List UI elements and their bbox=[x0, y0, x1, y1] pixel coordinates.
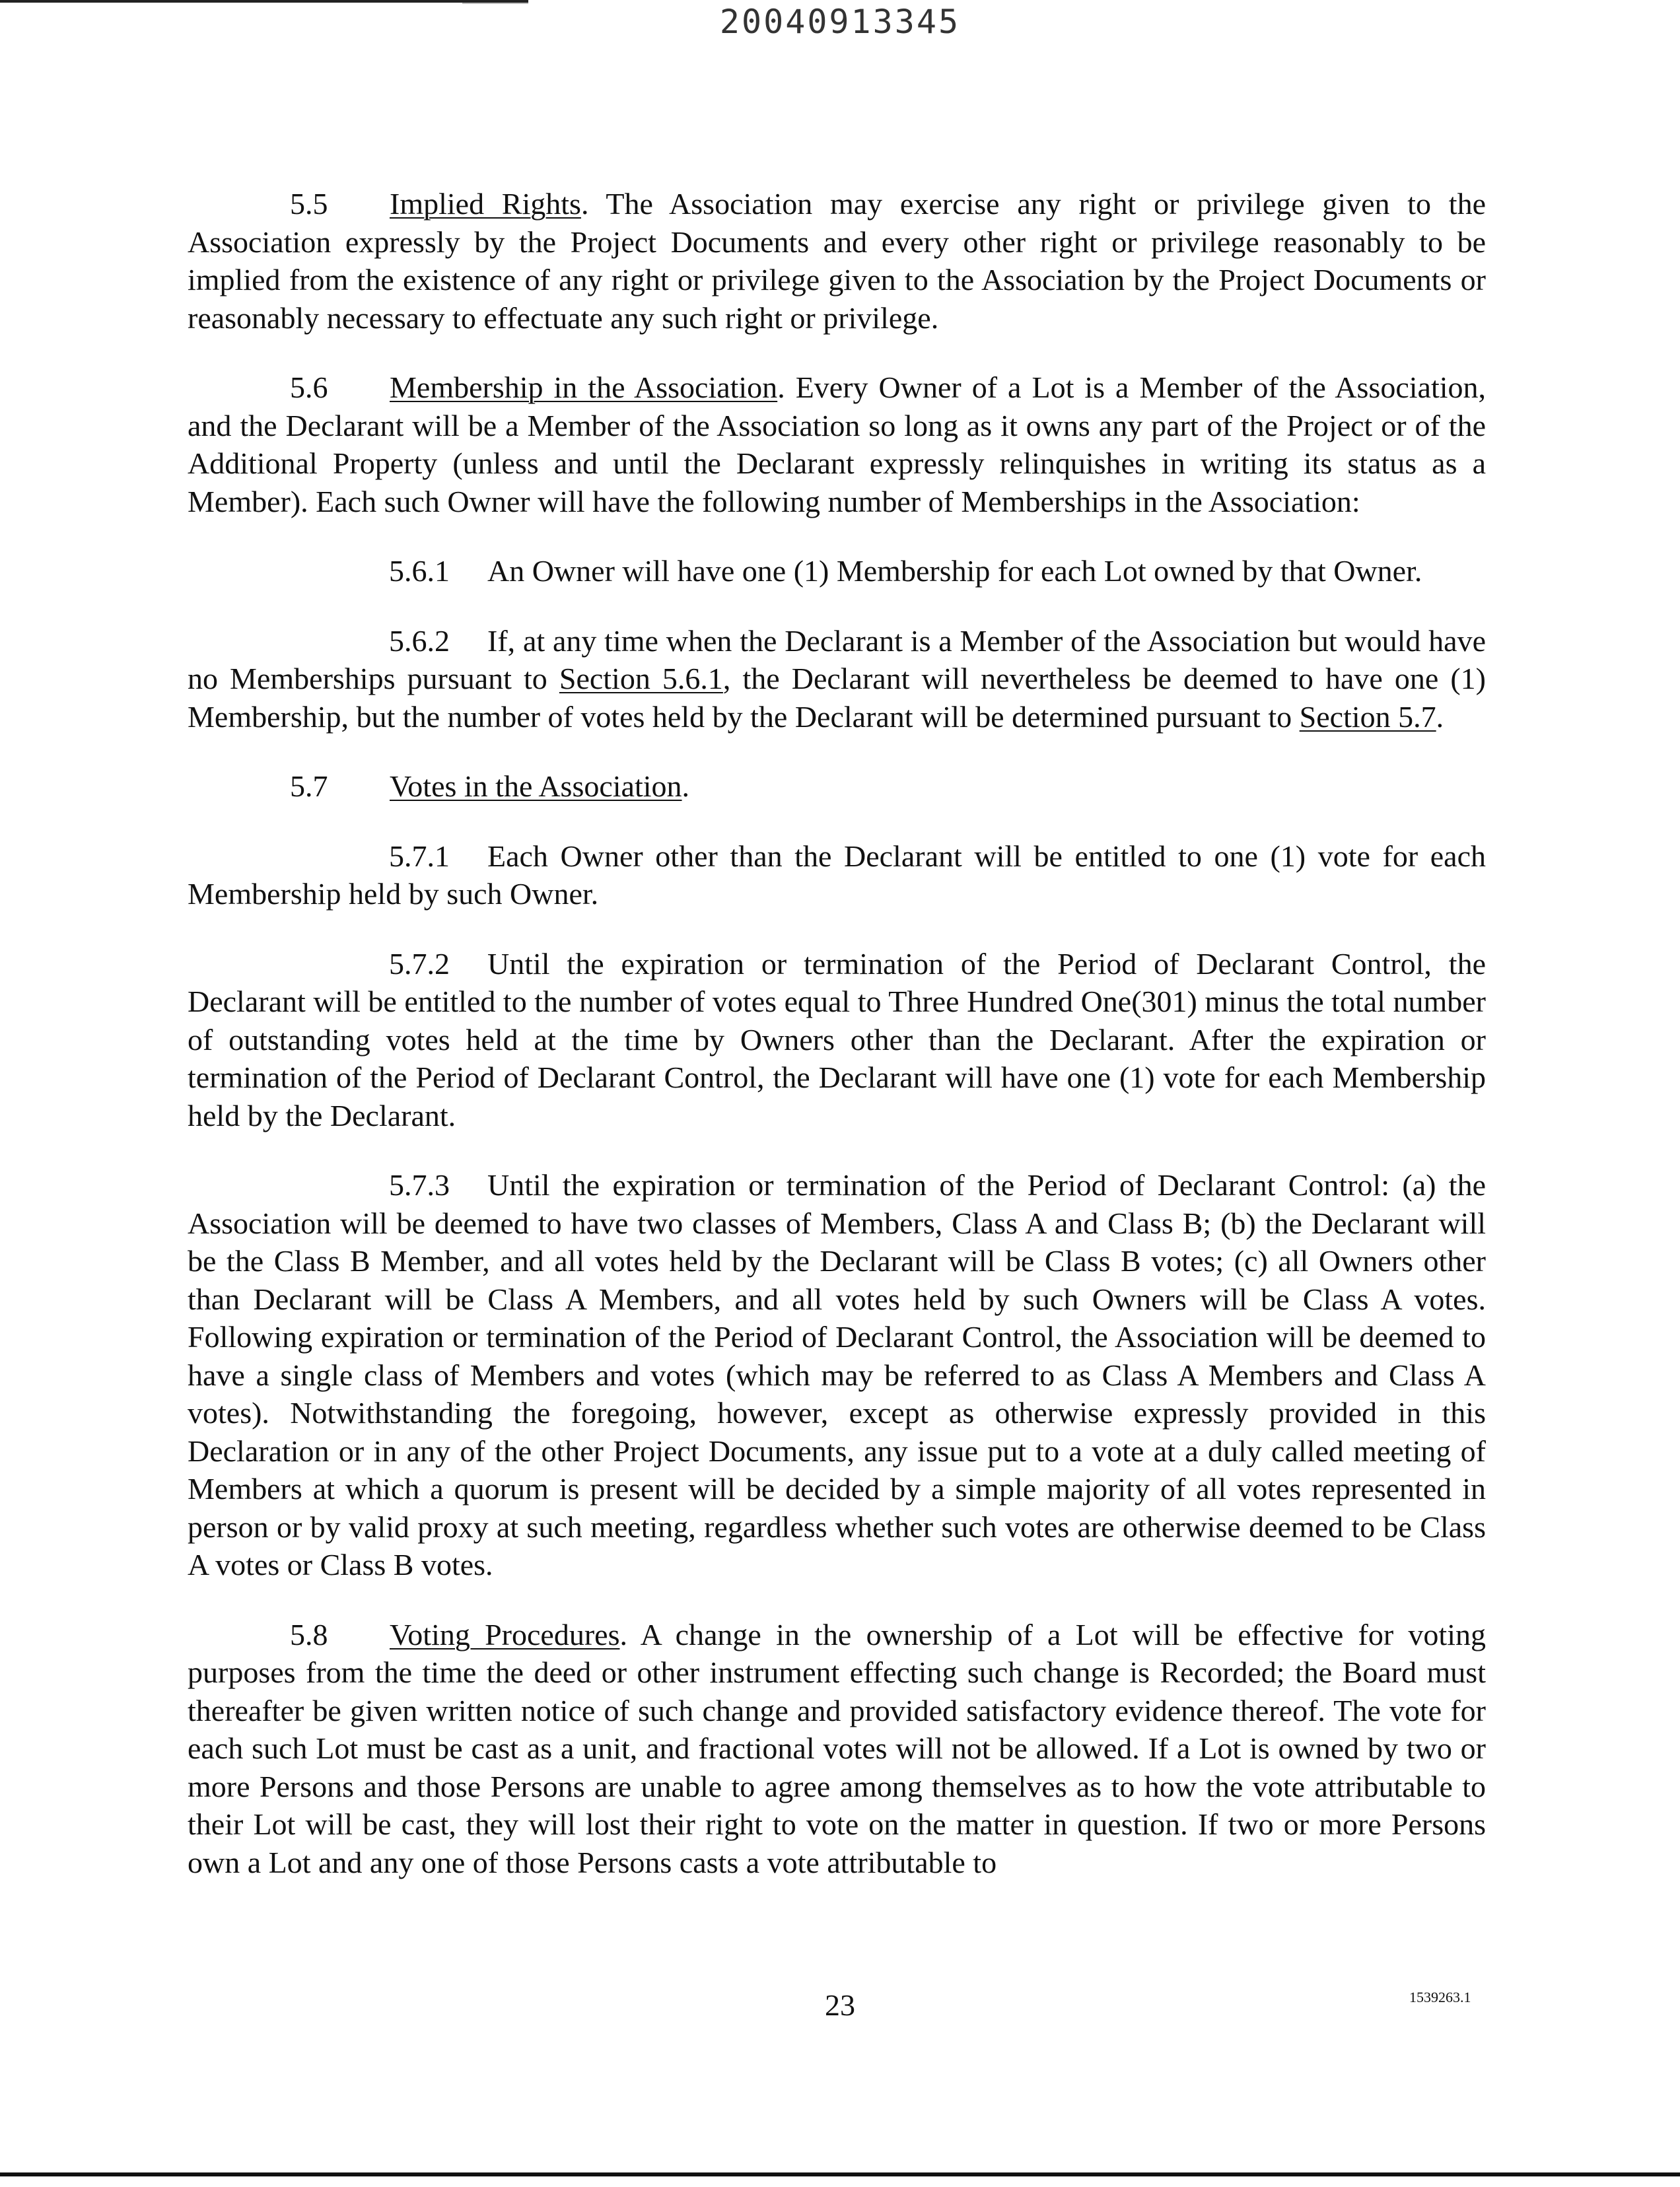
section-number: 5.6 bbox=[290, 370, 328, 404]
section-5-8 bbox=[188, 1616, 1486, 1882]
section-5-6-1 bbox=[188, 552, 1486, 590]
section-5-5 bbox=[188, 185, 1486, 337]
section-title: Membership in the Association bbox=[390, 370, 778, 404]
subsection-text: Each Owner other than the Declarant will be entitled to one (1) vote for each Membership held by such Owner. bbox=[188, 839, 1486, 911]
section-5-7-1 bbox=[188, 837, 1486, 913]
page-number: 23 bbox=[825, 1988, 855, 2022]
section-number: 5.8 bbox=[290, 1617, 328, 1651]
section-reference-link: Section 5.7 bbox=[1299, 699, 1436, 734]
section-5-7 bbox=[188, 767, 1486, 806]
section-5-7-3 bbox=[188, 1166, 1486, 1584]
subsection-text: If, at any time when the Declarant is a Member of the Association but would have no Memberships pursuant to bbox=[188, 623, 1486, 695]
section-title: Implied Rights bbox=[390, 187, 581, 221]
section-title: Votes in the Association bbox=[390, 769, 682, 803]
section-5-6-2 bbox=[188, 622, 1486, 736]
document-id: 1539263.1 bbox=[1409, 1989, 1471, 2005]
section-text: . A change in the ownership of a Lot will be effective for voting purposes from the time the deed or other instrument effecting such change is Recorded; the Board must thereafter be given written notice of such change and provided satisfactory evidence thereof. The vote for each such Lot must be cast as a unit, and fractional votes will not be allowed. If a Lot is owned by two or more Persons and those Persons are unable to agree among themselves as to how the vote attributable to their Lot will be cast, they will lost their right to vote on the matter in question. If two or more Persons own a Lot and any one of those Persons casts a vote attributable to bbox=[188, 1617, 1486, 1879]
bottom-scan-rule bbox=[0, 2172, 1680, 2176]
subsection-number: 5.6.1 bbox=[389, 554, 450, 588]
subsection-number: 5.7.2 bbox=[389, 946, 450, 981]
subsection-text: . bbox=[1436, 699, 1444, 734]
subsection-number: 5.6.2 bbox=[389, 623, 450, 658]
section-text: . The Association may exercise any right or privilege given to the Association expressly by the Project Documents and every other right or privilege reasonably to be implied from the existence of any right or privilege given to the Association by the Project Documents or reasonably necessary to effectuate any such right or privilege. bbox=[188, 187, 1486, 335]
subsection-text: Until the expiration or termination of the Period of Declarant Control, the Declarant will be entitled to the number of votes equal to Three Hundred One(301) minus the total number of outstanding votes held at the time by Owners other than the Declarant. After the expiration or termination of the Period of Declarant Control, the Declarant will have one (1) vote for each Membership held by the Declarant. bbox=[188, 946, 1486, 1132]
subsection-number: 5.7.1 bbox=[389, 839, 450, 873]
subsection-text: An Owner will have one (1) Membership for each Lot owned by that Owner. bbox=[487, 554, 1422, 588]
subsection-text: , the Declarant will nevertheless be deemed to have one (1) Membership, but the number of votes held by the Declarant will be determined pursuant to bbox=[188, 662, 1486, 734]
section-reference-link: Section 5.6.1 bbox=[559, 662, 723, 695]
document-body bbox=[188, 185, 1486, 1913]
subsection-number: 5.7.3 bbox=[389, 1168, 450, 1202]
section-number: 5.7 bbox=[290, 769, 328, 803]
recording-stamp-number: 20040913345 bbox=[719, 3, 961, 41]
section-5-6 bbox=[188, 368, 1486, 520]
section-text: . Every Owner of a Lot is a Member of the Association, and the Declarant will be a Member of the Association so long as it owns any part of the Project or of the Additional Property (unless and until the Declarant expressly relinquishes in writing its status as a Member). Each such Owner will have the following number of Memberships in the Association: bbox=[188, 370, 1487, 518]
subsection-text: Until the expiration or termination of the Period of Declarant Control: (a) the Association will be deemed to have two classes of Members, Class A and Class B; (b) the Declarant will be the Class B Member, and all votes held by the Declarant will be Class B votes; (c) all Owners other than Declarant will be Class A Members, and all votes held by such Owners will be Class A votes. Following expiration or termination of the Period of Declarant Control, the Association will be deemed to have a single class of Members and votes (which may be referred to as Class A Members and Class A votes). Notwithstanding the foregoing, however, except as otherwise expressly provided in this Declaration or in any of the other Project Documents, any issue put to a vote at a duly called meeting of Members at which a quorum is present will be decided by a simple majority of all votes represented in person or by valid proxy at such meeting, regardless whether such votes are otherwise deemed to be Class A votes or Class B votes. bbox=[188, 1168, 1486, 1581]
section-5-7-2 bbox=[188, 945, 1486, 1135]
section-title: Voting Procedures bbox=[390, 1617, 620, 1651]
section-text: . bbox=[682, 769, 690, 803]
section-number: 5.5 bbox=[290, 187, 328, 221]
